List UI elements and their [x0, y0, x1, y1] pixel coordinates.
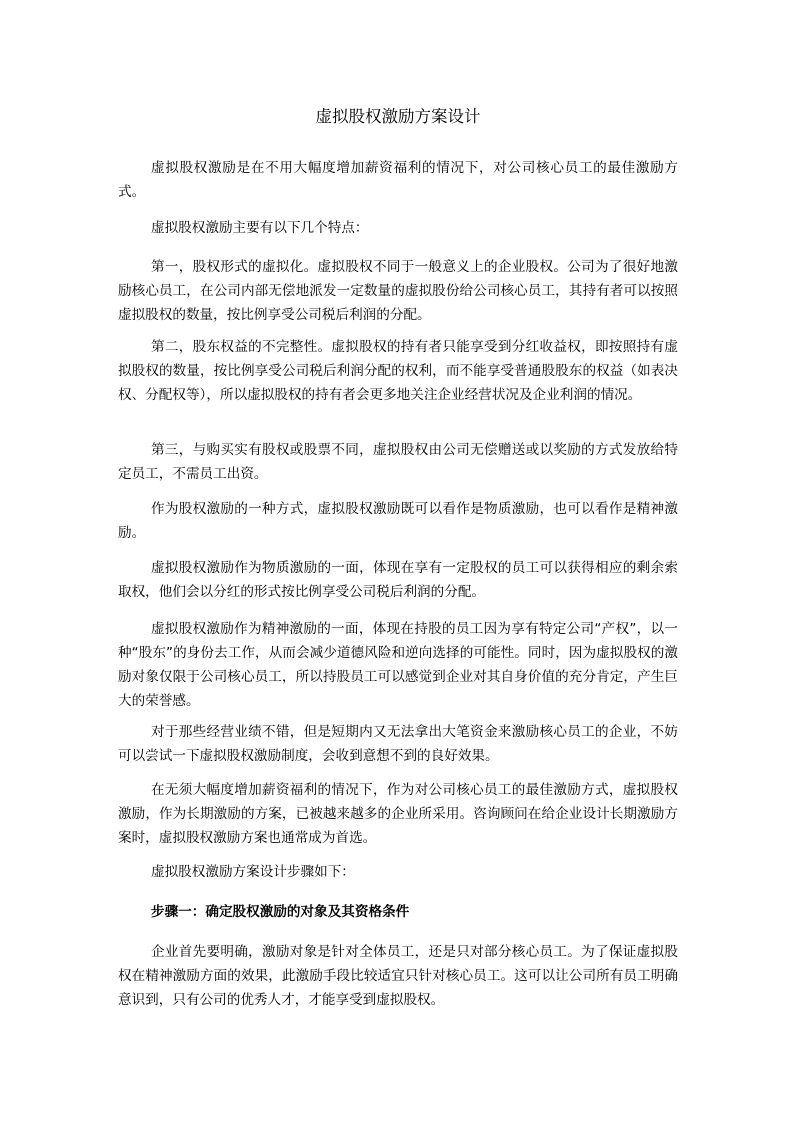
paragraph-steps-lead: 虚拟股权激励方案设计步骤如下：	[151, 864, 355, 880]
paragraph-suggestion: 对于那些经营业绩不错，但是短期内又无法拿出大笔资金来激励核心员工的企业，不妨可以尝试一下虚拟股权激励制度，会收到意想不到的良好效果。	[118, 724, 678, 764]
paragraph-step-one: 企业首先要明确，激励对象是针对全体员工，还是只对部分核心员工。为了保证虚拟股权在精神激励方面的效果，此激励手段比较适宜只针对核心员工。这可以让公司所有员工明确意识到，只有公司的优秀人才，才能享受到虚拟股权。	[118, 944, 678, 1008]
paragraph-feature-1: 第一，股权形式的虚拟化。虚拟股权不同于一般意义上的企业股权。公司为了很好地激励核心员工，在公司内部无偿地派发一定数量的虚拟股份给公司核心员工，其持有者可以按照虚拟股权的数量，按比例享受公司税后利润的分配。	[118, 259, 678, 323]
paragraph-feature-2: 第二，股东权益的不完整性。虚拟股权的持有者只能享受到分红收益权，即按照持有虚拟股权的数量，按比例享受公司税后利润分配的权利，而不能享受普通股股东的权益（如表决权、分配权等），所以虚拟股权的持有者会更多地关注企业经营状况及企业利润的情况。	[118, 339, 678, 403]
document-title: 虚拟股权激励方案设计	[315, 107, 481, 126]
paragraph-adoption: 在无须大幅度增加薪资福利的情况下，作为对公司核心员工的最佳激励方式，虚拟股权激励，作为长期激励的方案，已被越来越多的企业所采用。咨询顾问在给企业设计长期激励方案时，虚拟股权激励方案也通常成为首选。	[118, 782, 678, 846]
paragraph-spiritual-incentive: 虚拟股权激励作为精神激励的一面，体现在持股的员工因为享有特定公司“产权”，以一种“股东”的身份去工作，从而会减少道德风险和逆向选择的可能性。同时，因为虚拟股权的激励对象仅限于公司核心员工，所以持股员工可以感觉到企业对其自身价值的充分肯定，产生巨大的荣誉感。	[118, 621, 678, 709]
paragraph-feature-3: 第三，与购买实有股权或股票不同，虚拟股权由公司无偿赠送或以奖励的方式发放给特定员工，不需员工出资。	[118, 442, 678, 482]
paragraph-features-lead: 虚拟股权激励主要有以下几个特点：	[151, 220, 369, 236]
paragraph-intro: 虚拟股权激励是在不用大幅度增加薪资福利的情况下，对公司核心员工的最佳激励方式。	[118, 160, 678, 200]
step-one-heading: 步骤一：确定股权激励的对象及其资格条件	[151, 904, 410, 920]
paragraph-material-incentive: 虚拟股权激励作为物质激励的一面，体现在享有一定股权的员工可以获得相应的剩余索取权，他们会以分红的形式按比例享受公司税后利润的分配。	[118, 560, 678, 600]
paragraph-incentive-types: 作为股权激励的一种方式，虚拟股权激励既可以看作是物质激励，也可以看作是精神激励。	[118, 501, 678, 541]
